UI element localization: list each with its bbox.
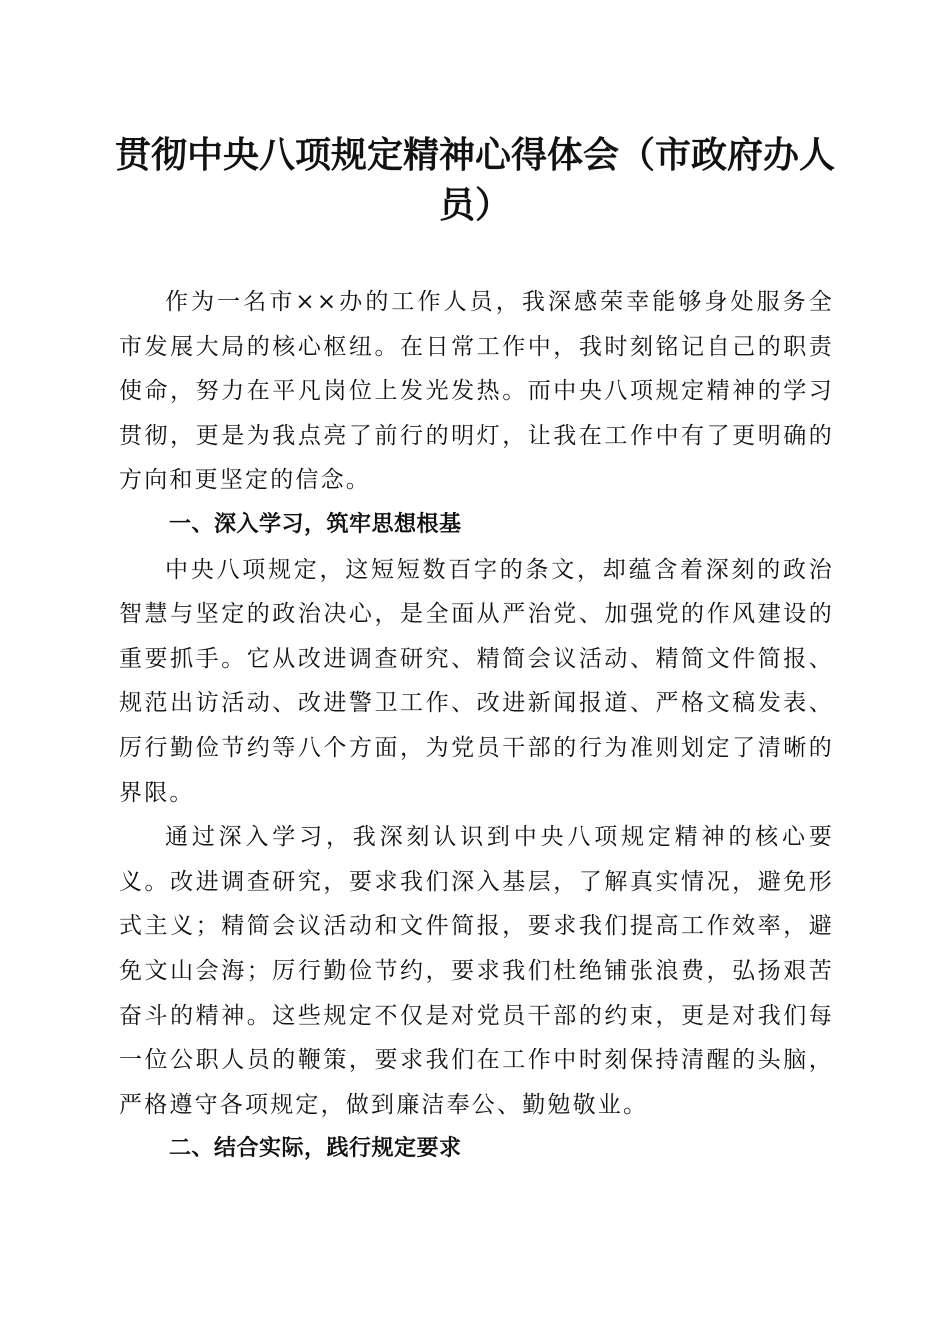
section-heading-2: 二、结合实际，践行规定要求 [169, 1136, 462, 1162]
section-1-paragraph-2: 通过深入学习，我深刻认识到中央八项规定精神的核心要义。改进调查研究，要求我们深入基层，了解真实情况，避免形式主义；精简会议活动和文件简报，要求我们提高工作效率，避免文山会海；厉行勤俭节约，要求我们杜绝铺张浪费，弘扬艰苦奋斗的精神。这些规定不仅是对党员干部的约束，更是对我们每一位公职人员的鞭策，要求我们在工作中时刻保持清醒的头脑，严格遵守各项规定，做到廉洁奉公、勤勉敬业。 [119, 824, 834, 1118]
document-body [119, 280, 834, 1172]
intro-paragraph: 作为一名市××办的工作人员，我深感荣幸能够身处服务全市发展大局的核心枢纽。在日常工作中，我时刻铭记自己的职责使命，努力在平凡岗位上发光发热。而中央八项规定精神的学习贯彻，更是为我点亮了前行的明灯，让我在工作中有了更明确的方向和更坚定的信念。 [119, 289, 834, 494]
document-title: 贯彻中央八项规定精神心得体会（市政府办人员） [114, 134, 835, 226]
section-1-paragraph-1: 中央八项规定，这短短数百字的条文，却蕴含着深刻的政治智慧与坚定的政治决心，是全面从严治党、加强党的作风建设的重要抓手。它从改进调查研究、精简会议活动、精简文件简报、规范出访活动、改进警卫工作、改进新闻报道、严格文稿发表、厉行勤俭节约等八个方面，为党员干部的行为准则划定了清晰的界限。 [119, 556, 834, 806]
section-heading-1: 一、深入学习，筑牢思想根基 [169, 511, 462, 537]
